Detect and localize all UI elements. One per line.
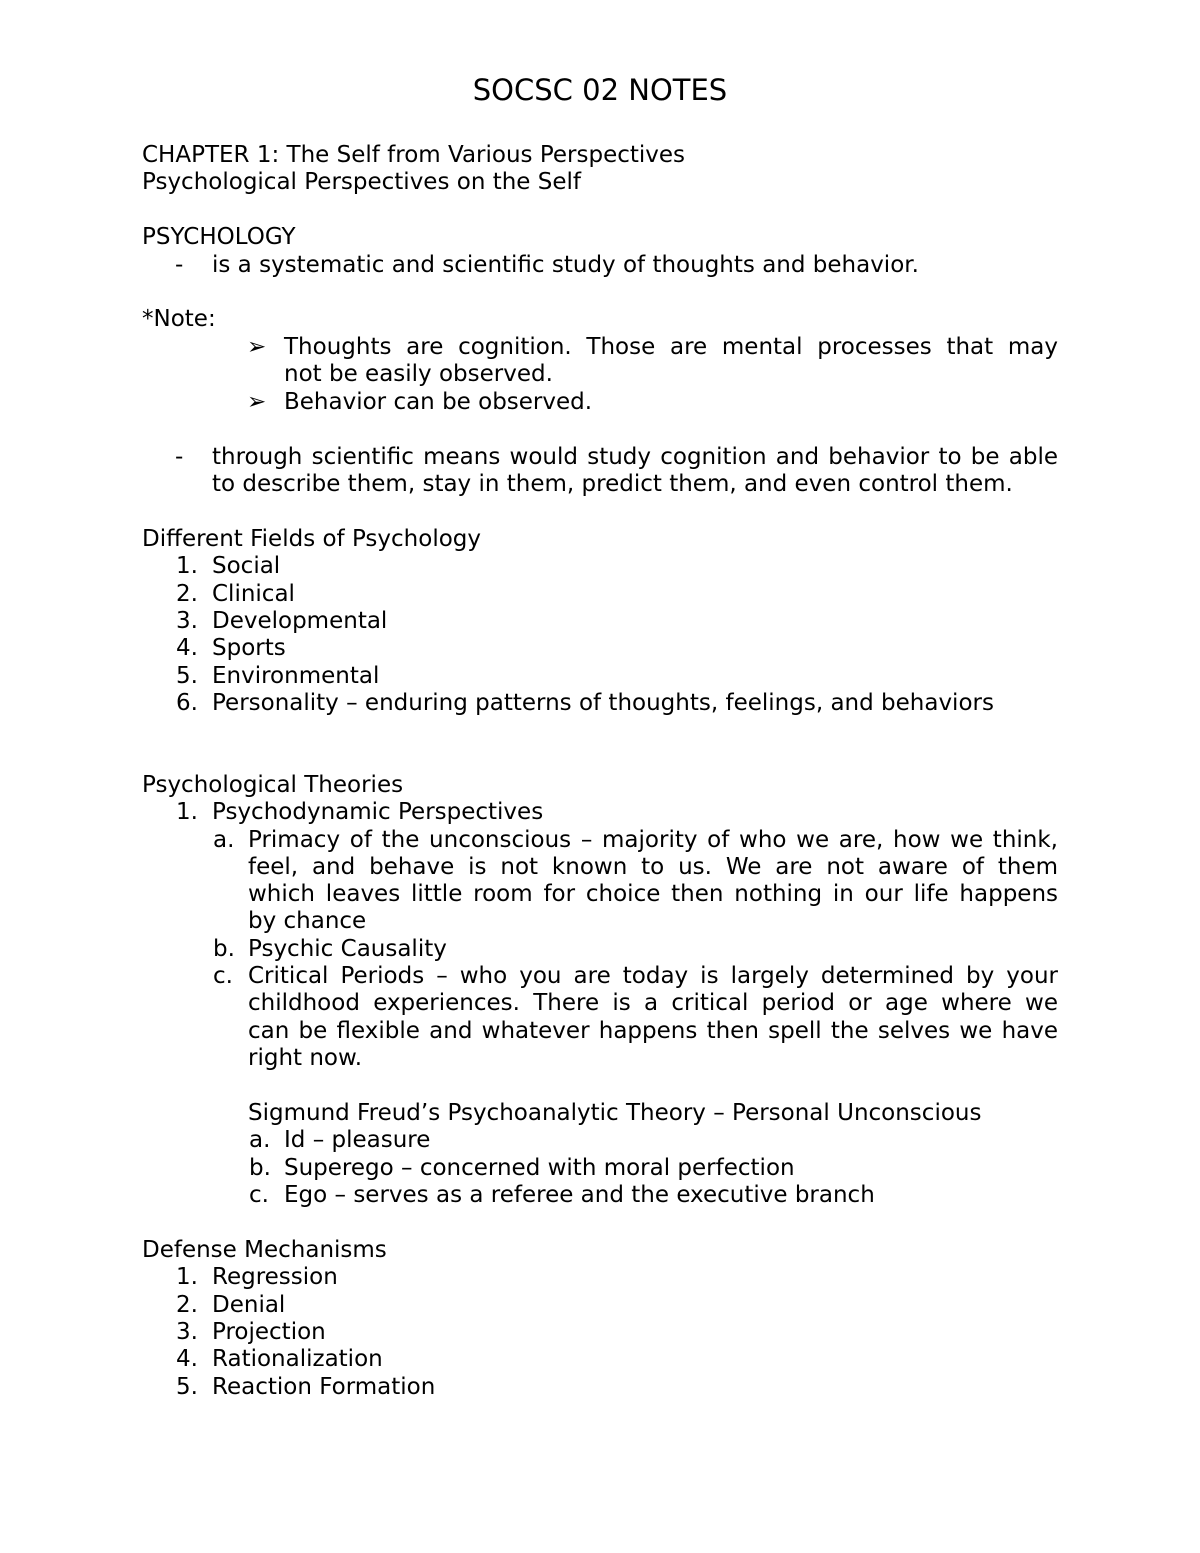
psychology-point-continued: to describe them, stay in them, predict them, and even control them. [212, 471, 1013, 497]
note-label: *Note: [142, 306, 216, 332]
list-number: 6. [176, 690, 198, 716]
dash-bullet: - [175, 252, 184, 278]
theories-heading: Psychological Theories [142, 772, 404, 798]
note-item: Thoughts are cognition. Those are mental processes that may [284, 334, 1058, 360]
psychology-point: through scientific means would study cognition and behavior to be able [212, 444, 1058, 470]
list-item: Rationalization [212, 1346, 383, 1372]
sublist-item-continued: childhood experiences. There is a critical period or age where we [248, 990, 1058, 1016]
dash-bullet: - [175, 444, 184, 470]
list-number: 1. [176, 799, 198, 825]
list-item: Developmental [212, 608, 388, 634]
list-item: Psychodynamic Perspectives [212, 799, 544, 825]
defense-heading: Defense Mechanisms [142, 1237, 387, 1263]
freud-heading: Sigmund Freud’s Psychoanalytic Theory – Personal Unconscious [248, 1100, 982, 1126]
fields-heading: Different Fields of Psychology [142, 526, 481, 552]
list-item: Clinical [212, 581, 295, 607]
psychology-heading: PSYCHOLOGY [142, 224, 296, 250]
list-item: Denial [212, 1292, 286, 1318]
list-letter: b. [249, 1155, 271, 1181]
list-number: 3. [176, 608, 198, 634]
list-item: Social [212, 553, 281, 579]
list-letter: b. [213, 936, 235, 962]
sublist-item: Psychic Causality [248, 936, 447, 962]
sublist-item: Primacy of the unconscious – majority of who we are, how we think, [248, 827, 1058, 853]
page-title: SOCSC 02 NOTES [472, 73, 728, 107]
list-item: Projection [212, 1319, 326, 1345]
list-number: 4. [176, 1346, 198, 1372]
list-number: 5. [176, 1374, 198, 1400]
list-number: 1. [176, 1264, 198, 1290]
sublist-item-continued: right now. [248, 1045, 363, 1071]
list-letter: c. [249, 1182, 269, 1208]
psychology-definition: is a systematic and scientific study of thoughts and behavior. [212, 252, 919, 278]
chapter-subtitle: Psychological Perspectives on the Self [142, 169, 581, 195]
list-item: Reaction Formation [212, 1374, 436, 1400]
list-item: Environmental [212, 663, 380, 689]
list-number: 1. [176, 553, 198, 579]
list-item: Sports [212, 635, 286, 661]
sublist-item: Critical Periods – who you are today is largely determined by your [248, 963, 1058, 989]
list-item: Personality – enduring patterns of thoughts, feelings, and behaviors [212, 690, 994, 716]
note-item-continued: not be easily observed. [284, 361, 553, 387]
sublist-item: Ego – serves as a referee and the executive branch [284, 1182, 875, 1208]
arrow-bullet-icon: ➢ [247, 334, 267, 360]
sublist-item-continued: by chance [248, 908, 367, 934]
list-item: Regression [212, 1264, 338, 1290]
list-letter: a. [213, 827, 235, 853]
list-number: 5. [176, 663, 198, 689]
list-number: 2. [176, 581, 198, 607]
list-letter: a. [249, 1127, 271, 1153]
sublist-item: Id – pleasure [284, 1127, 431, 1153]
list-number: 2. [176, 1292, 198, 1318]
chapter-heading: CHAPTER 1: The Self from Various Perspectives [142, 142, 686, 168]
list-number: 3. [176, 1319, 198, 1345]
sublist-item-continued: can be flexible and whatever happens then spell the selves we have [248, 1018, 1058, 1044]
sublist-item: Superego – concerned with moral perfection [284, 1155, 795, 1181]
list-number: 4. [176, 635, 198, 661]
note-item: Behavior can be observed. [284, 389, 593, 415]
sublist-item-continued: feel, and behave is not known to us. We are not aware of them [248, 854, 1058, 880]
sublist-item-continued: which leaves little room for choice then nothing in our life happens [248, 881, 1058, 907]
list-letter: c. [213, 963, 233, 989]
arrow-bullet-icon: ➢ [247, 389, 267, 415]
